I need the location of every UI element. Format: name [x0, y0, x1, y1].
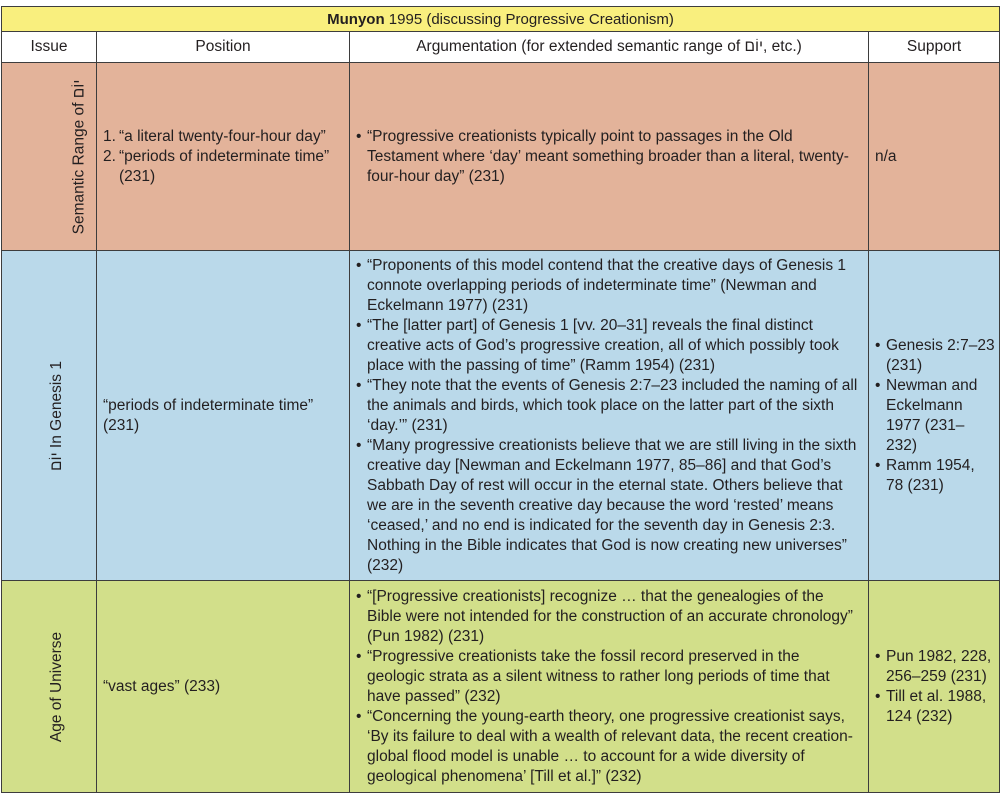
list-item: • “Concerning the young-earth theory, one progressive creationist says, ‘By its failure to deal with a wealth of relevant data, the recent creation-global flood model is unable … to account for a wide diversity of geological phenomena’ [Till et al.]” (232) [356, 707, 853, 785]
list-item: • “The [latter part] of Genesis 1 [vv. 20–31] reveals the final distinct creative acts of God’s progressive creation, all of which possibly took place with the passing of time” (Ramm 1954) (231) [356, 316, 839, 374]
list-item: • “Many progressive creationists believe that we are still living in the sixth creative day [Newman and Eckelmann 1977, 85–86] and that God’s Sabbath Day of rest will occur in the eternal state. Others believe that we are in the seventh creative day because the word ‘rested’ means ‘ceased,’ and no end is indicated for the seventh day in Genesis 2:3. Nothing in the Bible indicates that God is now creating new universes” (232) [356, 436, 857, 574]
header-issue: Issue [2, 32, 97, 63]
argument-text: “The [latter part] of Genesis 1 [vv. 20–31] reveals the final distinct creative acts of God’s progressive creation, all of which possibly took place with the passing of time” (Ramm 1954) (231) [367, 316, 839, 374]
support-text: Pun 1982, 228, 256–259 (231) [886, 647, 992, 685]
argument-text: “Many progressive creationists believe that we are still living in the sixth creative day [Newman and Eckelmann 1977, 85–86] and that God’s Sabbath Day of rest will occur in the eternal state. Others believe that we are in the seventh creative day because the word ‘rested’ means ‘ceased,’ and no end is indicated for the seventh day in Genesis 2:3. Nothing in the Bible indicates that God is now creating new universes” (232) [367, 436, 857, 574]
argumentation-cell-age [350, 581, 869, 793]
list-item: • “Progressive creationists take the fossil record preserved in the geologic strata as a silent witness to rather long periods of time that have passed” (232) [356, 647, 830, 705]
argument-text: “[Progressive creationists] recognize … that the genealogies of the Bible were not intended for the construction of an accurate chronology” (Pun 1982) (231) [367, 587, 853, 645]
header-argumentation: Argumentation (for extended semantic range of יוֹם, etc.) [350, 32, 869, 63]
support-cell-genesis [869, 251, 1000, 581]
issue-cell-semantic [2, 63, 97, 251]
row-age-of-universe [2, 581, 1000, 793]
list-item: • Newman and Eckelmann 1977 (231–232) [875, 376, 978, 454]
list-item: • Pun 1982, 228, 256–259 (231) [875, 647, 992, 685]
list-item: • “Progressive creationists typically point to passages in the Old Testament where ‘day’ meant something broader than a literal, twenty-four-hour day” (231) [356, 127, 849, 185]
support-text: Newman and Eckelmann 1977 (231–232) [886, 376, 978, 454]
argumentation-cell-semantic [350, 63, 869, 251]
position-text: “a literal twenty-four-hour day” [119, 127, 326, 145]
list-item: • “Proponents of this model contend that the creative days of Genesis 1 connote overlapping periods of indeterminate time” (Newman and Eckelmann 1977) (231) [356, 256, 847, 314]
table-title [2, 7, 1000, 32]
support-text: Ramm 1954, 78 (231) [886, 456, 975, 494]
issue-cell-genesis [2, 251, 97, 581]
argument-text: “Progressive creationists take the fossil record preserved in the geologic strata as a silent witness to rather long periods of time that have passed” (232) [367, 647, 830, 705]
position-cell-semantic [97, 63, 350, 251]
issue-label-genesis: יוֹם In Genesis 1 [47, 360, 65, 471]
row-semantic-range [2, 63, 1000, 251]
issue-label-age: Age of Universe [48, 631, 66, 742]
list-item: 2. “periods of indeterminate time” (231) [103, 147, 330, 185]
row-in-genesis [2, 251, 1000, 581]
support-cell-semantic: n/a [869, 63, 1000, 251]
header-position: Position [97, 32, 350, 63]
position-cell-age: “vast ages” (233) [97, 581, 350, 793]
header-support: Support [869, 32, 1000, 63]
comparison-table [1, 6, 1000, 793]
title-rest: 1995 (discussing Progressive Creationism) [384, 10, 674, 28]
list-item: • Genesis 2:7–23 (231) [875, 336, 995, 374]
issue-cell-age [2, 581, 97, 793]
argument-text: “Progressive creationists typically point to passages in the Old Testament where ‘day’ meant something broader than a literal, twenty-four-hour day” (231) [367, 127, 849, 185]
list-item: • “They note that the events of Genesis 2:7–23 included the naming of all the animals and birds, which took place on the latter part of the sixth ‘day.’” (231) [356, 376, 858, 434]
argument-text: “Proponents of this model contend that the creative days of Genesis 1 connote overlapping periods of indeterminate time” (Newman and Eckelmann 1977) (231) [367, 256, 847, 314]
list-item: • “[Progressive creationists] recognize … that the genealogies of the Bible were not intended for the construction of an accurate chronology” (Pun 1982) (231) [356, 587, 853, 645]
list-item: • Ramm 1954, 78 (231) [875, 456, 975, 494]
position-text: “periods of indeterminate time” (231) [119, 147, 330, 185]
support-text: Till et al. 1988, 124 (232) [886, 687, 987, 725]
position-cell-genesis: “periods of indeterminate time” (231) [97, 251, 350, 581]
argument-text: “They note that the events of Genesis 2:7–23 included the naming of all the animals and birds, which took place on the latter part of the sixth ‘day.’” (231) [367, 376, 858, 434]
support-text: Genesis 2:7–23 (231) [886, 336, 995, 374]
issue-label-semantic: Semantic Range of יוֹם [70, 79, 88, 234]
list-item: 1. “a literal twenty-four-hour day” [103, 127, 326, 145]
argumentation-cell-genesis [350, 251, 869, 581]
title-author: Munyon [327, 10, 385, 28]
support-cell-age [869, 581, 1000, 793]
list-item: • Till et al. 1988, 124 (232) [875, 687, 987, 725]
argument-text: “Concerning the young-earth theory, one progressive creationist says, ‘By its failure to deal with a wealth of relevant data, the recent creation-global flood model is unable … to account for a wide diversity of geological phenomena’ [Till et al.]” (232) [367, 707, 853, 785]
